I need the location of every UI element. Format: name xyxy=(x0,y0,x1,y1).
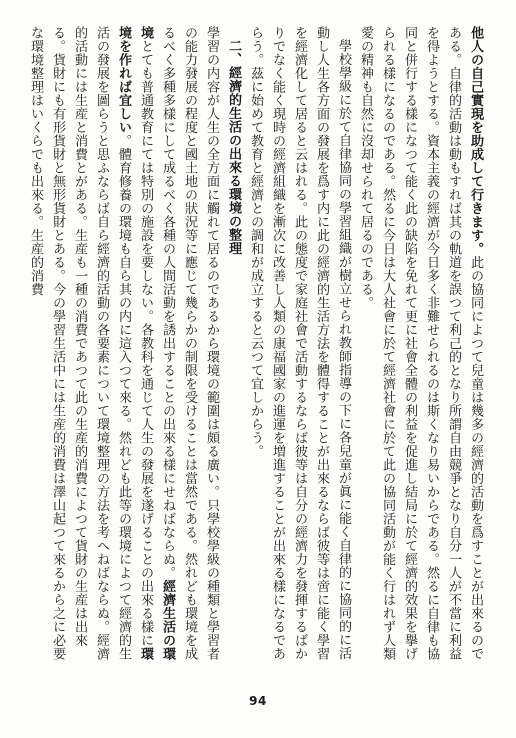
body-text: 學習の内容が人生の全方面に觸れて居るのであるから環境の範圍は頗る廣い。只學校學級の種類と學習者の能力發展の程度と國土地の狀況等に應じて幾らかの制限を受けることは當然である。然れども環境を成るべく多種多樣にして成るべく各種の人間活動を誘出することの出來る樣にせねばならぬ。 xyxy=(160,26,219,661)
paragraph xyxy=(26,26,222,670)
paragraph xyxy=(244,26,354,670)
vertical-text-body xyxy=(26,26,486,670)
body-text: とても普通教育にては特別の施設を要しない。各教科を通じて人生の發展を遂げることの出來る樣に xyxy=(138,39,153,647)
emphasized-text: 二、經濟的生活の出來る環境の整理 xyxy=(226,39,241,256)
page-number: 94 xyxy=(249,694,267,708)
section-heading xyxy=(222,26,244,670)
paragraph xyxy=(354,26,486,670)
body-text: 。體育修養の環境も自ら其の内に這入つて來る。然れども此等の環境によつて經濟的生活の發展を圖らうと思ふならば自ら經濟的活動の各要素について環境整理の方法を考へねばならぬ。經濟的活動には生産と消費とがある。生産も一種の消費であつて此の生産的消費によつて貨財の生産は出來る。貨財にも有形貨財と無形貨財とある。今の學習生活中には生産的消費は澤山起つて來るから之に必要な環境整理はいくらでも出來る。生産的消費 xyxy=(28,26,131,661)
body-text: 學校學級に於て自律協同の學習組織が樹立せられ教師指導の下に各兒童が眞に能く自律的に協同的に活動し人生各方面の發展を爲す内に此の經濟的生活方法を體得することが出來るならば彼等は啻に能く學習を經濟化して居ると云はれる。此の態度で家庭社會で活動するならば彼等は自分の經濟力を發揮するばかりでなく能く現時の經濟組織を漸次に改善し人類の康福國家の進運を増進することが出來る樣になるであらう。茲に始めて教育と經濟との調和が成立すると云つて宜しからう。 xyxy=(248,26,351,661)
emphasized-text: 環境を作れば宜しい xyxy=(116,26,153,661)
emphasized-text: 經濟生活の環境 xyxy=(138,26,175,661)
body-text: 此の協同によつて兒童は幾多の經濟的活動を爲すことが出來るのである。自律的活動は動もすれば其の軌道を誤つて利己的となり所謂自由競爭となり自分一人が不當に利益を得ようとする。資本主義の經濟が今日多く非難せられるのは斯くなり易いからである。然るに自律も協同と併行する樣になつて能く此の缺陷を免れて更に社會全體の利益を促進し結局に於て經濟的效果を擧げられる樣になるのである。然るに今日は大人社會に於て經濟社會に於て此の協同活動が能く行はれず人類愛の精神も自然に沒却せられて居るのである。 xyxy=(358,26,483,661)
emphasized-text: 他人の自己實現を助成して行きます。 xyxy=(468,26,483,256)
